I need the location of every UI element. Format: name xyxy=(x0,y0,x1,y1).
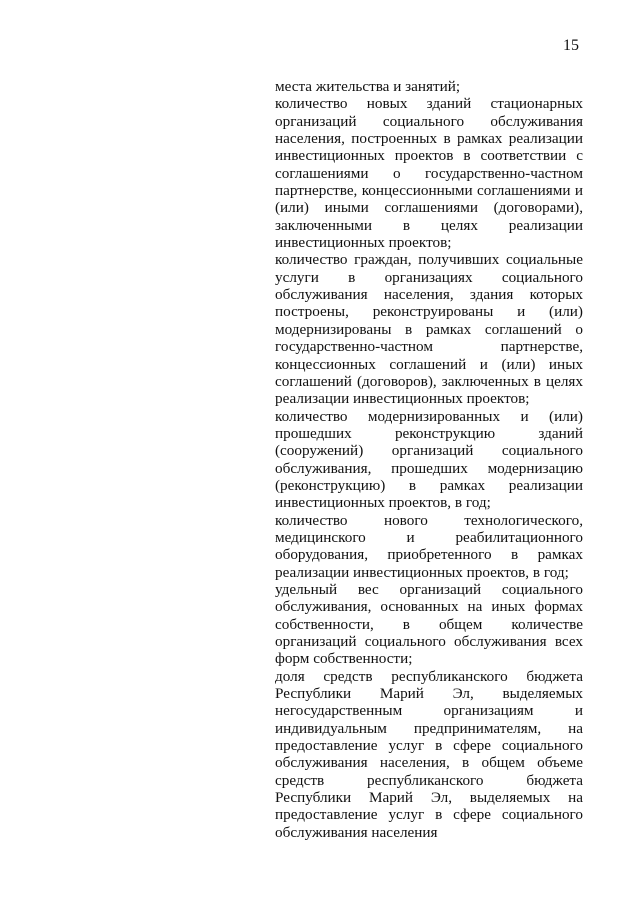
body-text xyxy=(275,78,583,841)
paragraph-budget-share: доля средств республиканского бюджета Республики Марий Эл, выделяемых негосударственным организациям и индивидуальным предпринимателям, на предоставление услуг в сфере социального обслуживания населения, в общем объеме средств республиканского бюджета Республики Марий Эл, выделяемых на предоставление услуг в сфере социального обслуживания населения xyxy=(275,667,583,841)
paragraph-equipment-count: количество нового технологического, медицинского и реабилитационного оборудования, приобретенного в рамках реализации инвестиционных проектов, в год; xyxy=(275,511,583,581)
paragraph-modernized-buildings-count: количество модернизированных и (или) прошедших реконструкцию зданий (сооружений) организаций социального обслуживания, прошедших модернизацию (реконструкцию) в рамках реализации инвестиционных проектов, в год; xyxy=(275,407,583,512)
page-number: 15 xyxy=(563,37,579,54)
paragraph-non-state-share: удельный вес организаций социального обслуживания, основанных на иных формах собственности, в общем количестве организаций социального обслуживания всех форм собственности; xyxy=(275,580,583,668)
paragraph-residence: места жительства и занятий; xyxy=(275,78,461,95)
paragraph-new-buildings-count: количество новых зданий стационарных организаций социального обслуживания населения, построенных в рамках реализации инвестиционных проектов в соответствии с соглашениями о государственно-частном партнерстве, концессионными соглашениями и (или) иными соглашениями (договорами), заключенными в целях реализации инвестиционных проектов; xyxy=(275,95,583,252)
paragraph-citizens-served-count: количество граждан, получивших социальные услуги в организациях социального обслуживания населения, здания которых построены, реконструированы и (или) модернизированы в рамках соглашений о государственно-частном партнерстве, концессионных соглашений и (или) иных соглашений (договоров), заключенных в целях реализации инвестиционных проектов; xyxy=(275,251,583,408)
